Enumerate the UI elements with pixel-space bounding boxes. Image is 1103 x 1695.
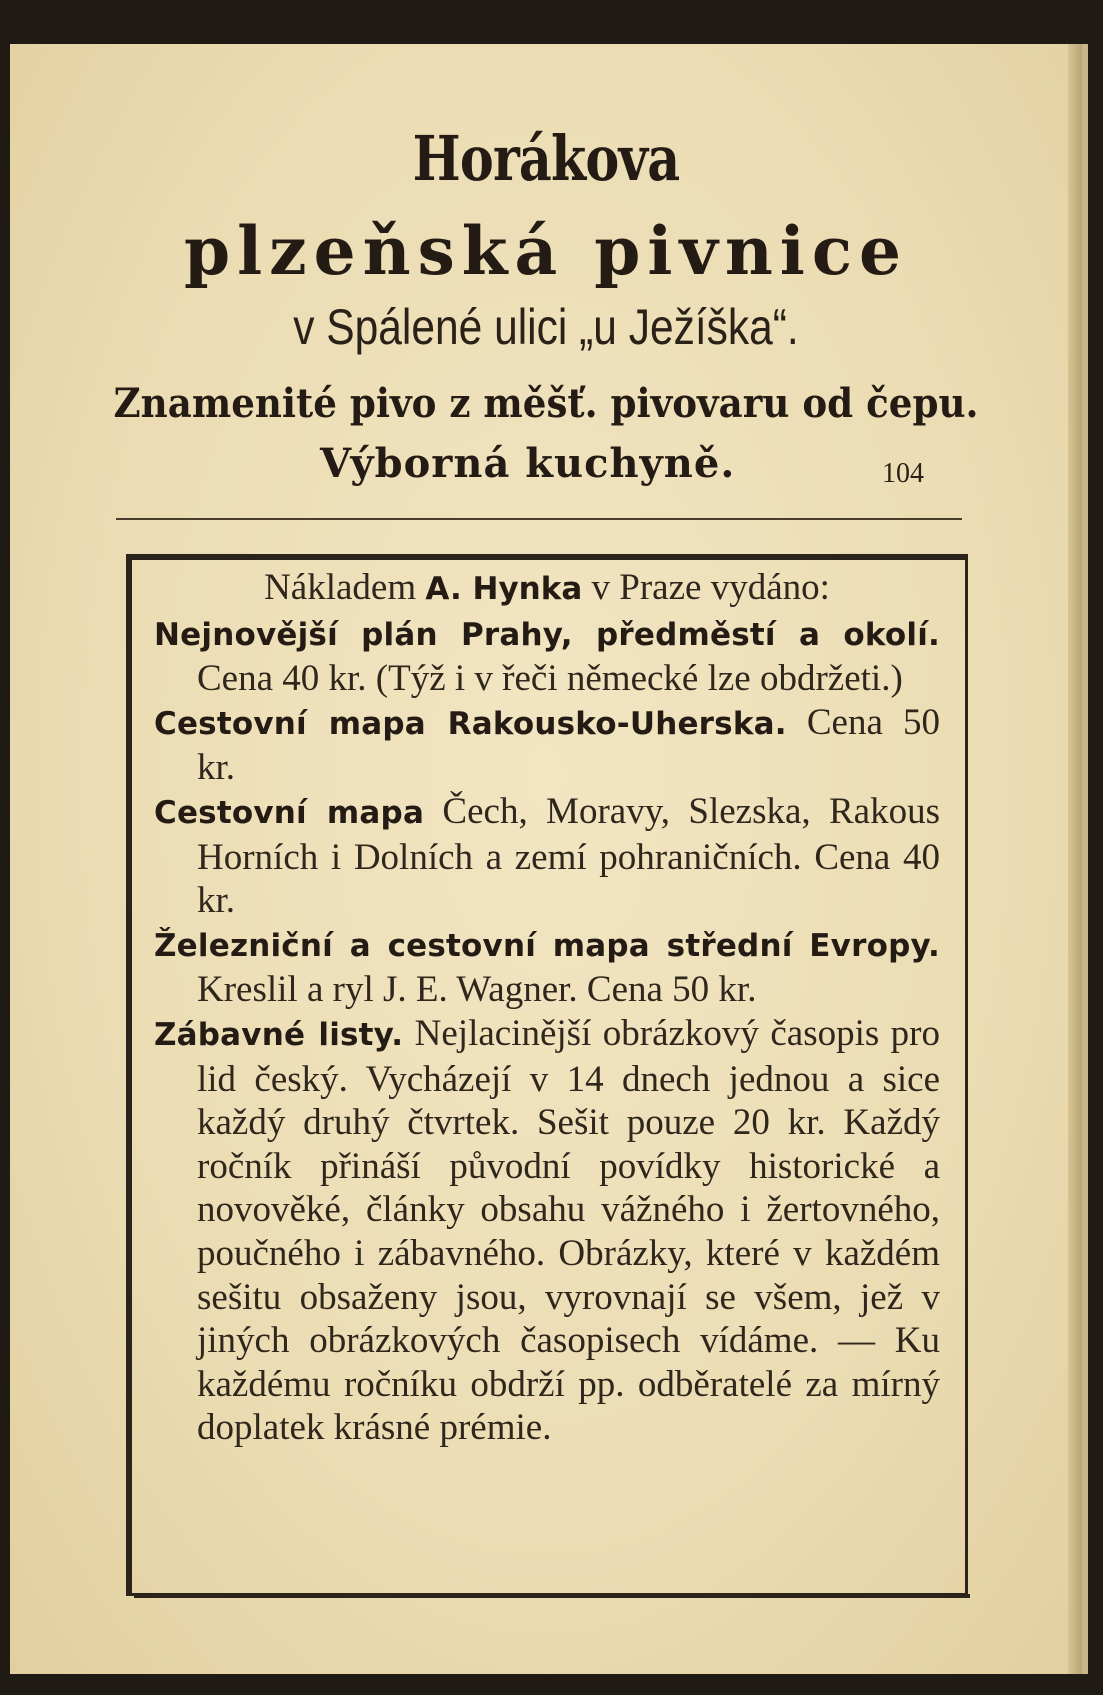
entry-text: Cena 40 kr. (Týž i v řeči německé lze obdržeti.) [197,658,903,700]
book-page [10,44,1088,1674]
list-item [154,701,940,790]
list-item [154,790,940,923]
entry-text: Kreslil a ryl J. E. Wagner. Cena 50 kr. [197,969,757,1011]
publisher-box-text [154,566,940,1450]
divider-rule [116,518,962,520]
book-spine [1068,44,1082,1674]
ad-number: 104 [882,458,924,489]
entry-heading: Zábavné listy. [154,1016,404,1053]
list-item [154,1012,940,1450]
publisher-prefix: Nákladem [264,567,417,608]
ad-title-line1: Horákova [412,122,680,195]
list-item [154,612,940,701]
entry-heading: Cestovní mapa Rakousko-Uherska. [154,705,787,742]
publisher-name: A. Hynka [425,571,583,607]
entry-text: Nejlacinější obrázkový časopis pro lid český. Vycházejí v 14 dnech jednou a sice každý druhý čtvrtek. Sešit pouze 20 kr. Každý ročník přináší původní povídky historické a novověké, články obsahu vážného i žertovného, poučného i zábavného. Obrázky, které v každém sešitu obsaženy jsou, vyrovnají se všem, jež v jiných obrázkových časopisech vídáme. — Ku každému ročníku obdrží pp. odběratelé za mírný doplatek krásné prémie. [197,1012,941,1449]
entry-text: Čech, Moravy, Slezska, Rakous Horních i Dolních a zemí pohraničních. Cena 40 kr. [197,790,941,922]
publisher-line [154,566,940,612]
list-item [154,923,940,1012]
entry-heading: Nejnovější plán Prahy, předměstí a okolí. [154,616,940,653]
ad-subtitle: v Spálené ulici „u Ježíška“. [293,299,799,355]
ad-title-line2: plzeňská pivnice [183,212,909,290]
publisher-box-bottom-rule [134,1594,970,1598]
ad-beer-line: Znamenité pivo z měšť. pivovaru od čepu. [113,380,979,427]
publisher-suffix: v Praze vydáno: [591,567,830,608]
entry-heading: Železniční a cestovní mapa střední Evropy. [154,927,940,964]
entry-heading: Cestovní mapa [154,794,425,831]
entry-text: Cena 50 kr. [197,701,940,789]
ad-kitchen-line: Výborná kuchyně. [320,440,736,487]
